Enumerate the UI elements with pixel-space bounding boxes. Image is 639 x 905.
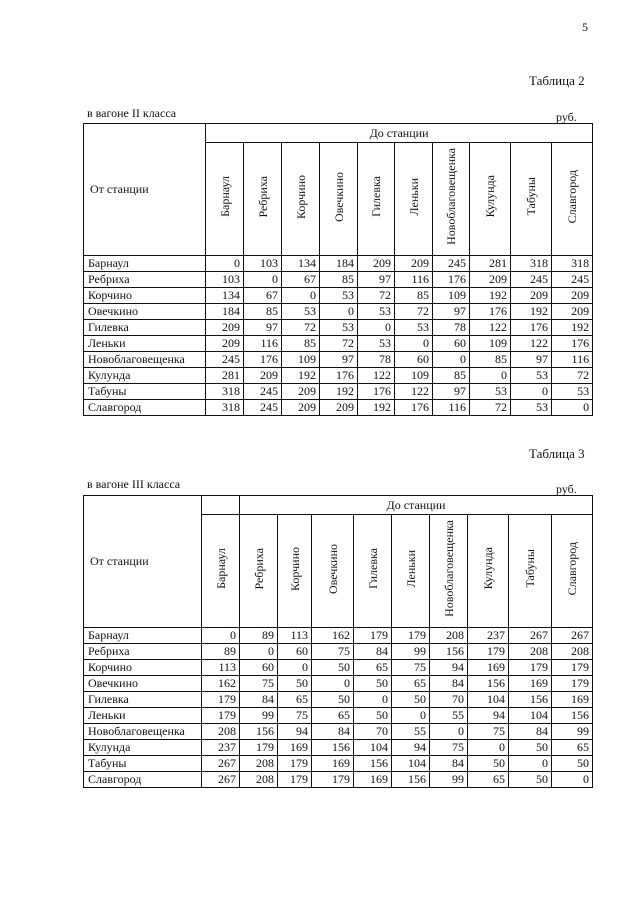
fare-cell: 103 [206,272,244,288]
fare-cell: 72 [395,304,433,320]
column-station-name: Гилевка [369,176,383,217]
from-station-header: От станции [84,124,206,256]
fare-cell: 122 [511,336,552,352]
column-station-name: Славгород [565,541,579,596]
fare-cell: 156 [354,756,392,772]
fare-cell: 116 [552,352,593,368]
fare-cell: 75 [430,740,468,756]
table-row [84,320,593,336]
fare-cell: 65 [278,692,312,708]
fare-cell: 84 [240,692,278,708]
fare-cell: 0 [282,288,320,304]
fare-cell: 0 [354,692,392,708]
row-station-name: Табуны [84,384,206,400]
fare-cell: 85 [433,368,470,384]
fare-cell: 208 [430,628,468,644]
column-station-name: Барнаул [217,176,232,217]
table-row [84,304,593,320]
fare-cell: 209 [206,320,244,336]
fare-cell: 97 [244,320,282,336]
fare-cell: 209 [395,256,433,272]
fare-cell: 169 [552,692,593,708]
fare-cell: 209 [470,272,511,288]
fare-cell: 179 [552,676,593,692]
column-station-name: Табуны [523,549,537,588]
fare-cell: 94 [392,740,430,756]
table-row [84,676,593,692]
fare-cell: 116 [244,336,282,352]
table-3-caption: Таблица 3 [529,446,585,461]
column-header-2 [240,515,278,628]
fare-cell: 0 [433,352,470,368]
column-station-name: Леньки [403,549,418,588]
fare-cell: 179 [552,660,593,676]
fare-cell: 75 [468,724,509,740]
fare-cell: 89 [240,628,278,644]
fare-cell: 0 [202,628,240,644]
fare-cell: 50 [468,756,509,772]
fare-cell: 176 [470,304,511,320]
fare-cell: 192 [470,288,511,304]
fare-cell: 60 [240,660,278,676]
fare-cell: 245 [244,400,282,416]
fare-cell: 176 [433,272,470,288]
fare-cell: 192 [320,384,358,400]
table-row [84,288,593,304]
table-row [84,400,593,416]
fare-cell: 156 [240,724,278,740]
fare-cell: 109 [282,352,320,368]
fare-cell: 103 [244,256,282,272]
fare-table-2nd-class [83,123,593,416]
fare-cell: 169 [354,772,392,788]
fare-cell: 267 [202,772,240,788]
fare-cell: 179 [278,756,312,772]
fare-cell: 97 [433,304,470,320]
fare-cell: 245 [552,272,593,288]
column-header-4 [320,143,358,256]
fare-cell: 50 [278,676,312,692]
fare-cell: 50 [392,692,430,708]
fare-cell: 0 [392,708,430,724]
fare-cell: 0 [552,772,593,788]
fare-cell: 179 [202,708,240,724]
row-station-name: Гилевка [84,320,206,336]
row-station-name: Славгород [84,772,202,788]
fare-cell: 75 [392,660,430,676]
fare-cell: 0 [278,660,312,676]
fare-cell: 169 [509,676,552,692]
fare-cell: 156 [392,772,430,788]
fare-cell: 85 [282,336,320,352]
fare-cell: 0 [470,368,511,384]
column-station-name: Кулунда [483,175,497,218]
fare-cell: 209 [552,288,593,304]
fare-cell: 208 [240,756,278,772]
fare-cell: 53 [358,336,395,352]
fare-cell: 55 [392,724,430,740]
fare-cell: 209 [244,368,282,384]
fare-cell: 85 [395,288,433,304]
fare-cell: 245 [244,384,282,400]
row-station-name: Ребриха [84,644,202,660]
fare-cell: 53 [358,304,395,320]
fare-cell: 208 [240,772,278,788]
page-number: 5 [582,20,588,34]
fare-cell: 104 [354,740,392,756]
table-row [84,352,593,368]
fare-cell: 122 [395,384,433,400]
fare-cell: 162 [312,628,354,644]
column-station-name: Новоблаговещенка [444,148,458,245]
fare-cell: 122 [358,368,395,384]
fare-cell: 318 [206,384,244,400]
fare-cell: 72 [552,368,593,384]
fare-cell: 267 [509,628,552,644]
fare-cell: 72 [282,320,320,336]
table-row [84,384,593,400]
table-row [84,692,593,708]
fare-cell: 176 [358,384,395,400]
fare-cell: 94 [468,708,509,724]
column-header-8 [470,143,511,256]
fare-cell: 85 [244,304,282,320]
table-2-class-label: в вагоне II класса [87,106,177,120]
fare-cell: 318 [511,256,552,272]
column-header-5 [354,515,392,628]
column-header-7 [433,143,470,256]
fare-cell: 208 [509,644,552,660]
column-header-7 [430,515,468,628]
fare-cell: 94 [278,724,312,740]
fare-cell: 53 [395,320,433,336]
fare-cell: 75 [240,676,278,692]
column-header-4 [312,515,354,628]
fare-cell: 109 [470,336,511,352]
fare-cell: 67 [244,288,282,304]
fare-cell: 176 [320,368,358,384]
fare-cell: 97 [511,352,552,368]
fare-cell: 156 [509,692,552,708]
row-station-name: Табуны [84,756,202,772]
fare-cell: 78 [358,352,395,368]
fare-cell: 104 [392,756,430,772]
fare-cell: 50 [312,692,354,708]
fare-cell: 237 [468,628,509,644]
fare-cell: 209 [358,256,395,272]
row-station-name: Новоблаговещенка [84,352,206,368]
fare-cell: 209 [282,384,320,400]
fare-cell: 53 [320,288,358,304]
column-header-6 [395,143,433,256]
fare-cell: 267 [202,756,240,772]
row-station-name: Гилевка [84,692,202,708]
fare-cell: 55 [430,708,468,724]
fare-cell: 99 [392,644,430,660]
table-row [84,740,593,756]
column-header-6 [392,515,430,628]
fare-cell: 84 [430,676,468,692]
table-row [84,756,593,772]
fare-cell: 169 [278,740,312,756]
fare-cell: 97 [433,384,470,400]
fare-cell: 0 [206,256,244,272]
to-station-header: До станции [206,124,593,143]
fare-cell: 0 [509,756,552,772]
table-row [84,660,593,676]
fare-cell: 209 [206,336,244,352]
row-station-name: Корчино [84,288,206,304]
fare-cell: 156 [468,676,509,692]
table-row [84,256,593,272]
row-station-name: Овечкино [84,304,206,320]
fare-cell: 99 [430,772,468,788]
fare-cell: 65 [552,740,593,756]
fare-cell: 97 [358,272,395,288]
column-station-name: Табуны [524,177,538,216]
fare-cell: 85 [470,352,511,368]
row-station-name: Барнаул [84,628,202,644]
table-row [84,628,593,644]
fare-cell: 209 [282,400,320,416]
fare-cell: 179 [392,628,430,644]
fare-cell: 176 [244,352,282,368]
row-station-name: Леньки [84,336,206,352]
column-station-name: Леньки [406,177,421,216]
fare-cell: 0 [430,724,468,740]
fare-cell: 104 [468,692,509,708]
fare-cell: 84 [509,724,552,740]
fare-cell: 65 [468,772,509,788]
fare-cell: 0 [468,740,509,756]
fare-cell: 94 [430,660,468,676]
fare-cell: 176 [511,320,552,336]
fare-cell: 50 [509,740,552,756]
fare-cell: 209 [552,304,593,320]
column-header-10 [552,143,593,256]
fare-cell: 176 [552,336,593,352]
column-header-5 [358,143,395,256]
column-station-name: Барнаул [213,548,228,589]
fare-cell: 0 [312,676,354,692]
fare-cell: 237 [202,740,240,756]
fare-cell: 84 [430,756,468,772]
fare-cell: 53 [552,384,593,400]
column-station-name: Овечкино [325,543,340,594]
row-station-name: Кулунда [84,368,206,384]
column-station-name: Гилевка [365,548,380,589]
column-header-8 [468,515,509,628]
fare-cell: 192 [282,368,320,384]
row-station-name: Ребриха [84,272,206,288]
fare-cell: 60 [395,352,433,368]
column-header-1 [206,143,244,256]
row-station-name: Славгород [84,400,206,416]
fare-cell: 169 [468,660,509,676]
fare-cell: 0 [244,272,282,288]
column-station-name: Новоблаговещенка [441,520,456,617]
table-row [84,724,593,740]
column-header-3 [278,515,312,628]
from-station-header: От станции [84,496,202,628]
column-header-1 [202,515,240,628]
fare-cell: 184 [206,304,244,320]
fare-cell: 208 [202,724,240,740]
fare-cell: 84 [354,644,392,660]
table-row [84,772,593,788]
fare-cell: 72 [358,288,395,304]
fare-cell: 65 [312,708,354,724]
fare-cell: 179 [509,660,552,676]
to-station-header: До станции [240,496,593,515]
table-row [84,708,593,724]
fare-cell: 245 [511,272,552,288]
fare-cell: 75 [312,644,354,660]
fare-cell: 245 [206,352,244,368]
fare-cell: 65 [354,660,392,676]
row-station-name: Овечкино [84,676,202,692]
fare-cell: 60 [433,336,470,352]
fare-cell: 67 [282,272,320,288]
fare-cell: 281 [206,368,244,384]
fare-cell: 192 [511,304,552,320]
fare-cell: 70 [430,692,468,708]
fare-cell: 162 [202,676,240,692]
fare-cell: 109 [395,368,433,384]
column-header-9 [511,143,552,256]
table-3-class-label: в вагоне III класса [87,477,181,491]
fare-cell: 50 [509,772,552,788]
fare-cell: 179 [354,628,392,644]
fare-cell: 50 [354,676,392,692]
fare-cell: 104 [509,708,552,724]
fare-cell: 53 [511,400,552,416]
fare-cell: 0 [511,384,552,400]
row-station-name: Корчино [84,660,202,676]
fare-cell: 50 [552,756,593,772]
fare-cell: 192 [552,320,593,336]
table-row [84,368,593,384]
fare-cell: 122 [470,320,511,336]
fare-cell: 179 [240,740,278,756]
fare-cell: 70 [354,724,392,740]
fare-cell: 0 [552,400,593,416]
fare-cell: 184 [320,256,358,272]
fare-cell: 99 [552,724,593,740]
fare-cell: 156 [552,708,593,724]
fare-cell: 97 [320,352,358,368]
fare-cell: 113 [278,628,312,644]
fare-table-3rd-class [83,495,593,788]
fare-cell: 192 [358,400,395,416]
fare-cell: 84 [312,724,354,740]
fare-cell: 209 [320,400,358,416]
fare-cell: 0 [395,336,433,352]
fare-cell: 318 [552,256,593,272]
fare-cell: 78 [433,320,470,336]
fare-cell: 116 [395,272,433,288]
table-3-currency: руб. [556,482,577,496]
fare-cell: 134 [282,256,320,272]
fare-cell: 156 [312,740,354,756]
column-header-3 [282,143,320,256]
fare-cell: 0 [358,320,395,336]
column-station-name: Ребриха [251,547,266,590]
column-station-name: Ребриха [255,175,270,218]
fare-cell: 134 [206,288,244,304]
fare-cell: 281 [470,256,511,272]
row-station-name: Барнаул [84,256,206,272]
fare-cell: 179 [278,772,312,788]
column-station-name: Кулунда [481,547,495,590]
table-row [84,644,593,660]
fare-cell: 65 [392,676,430,692]
fare-cell: 75 [278,708,312,724]
fare-cell: 53 [511,368,552,384]
fare-cell: 179 [312,772,354,788]
row-station-name: Кулунда [84,740,202,756]
column-station-name: Овечкино [331,171,346,222]
fare-cell: 109 [433,288,470,304]
fare-cell: 209 [511,288,552,304]
fare-cell: 53 [320,320,358,336]
column-station-name: Корчино [293,174,308,219]
fare-cell: 72 [320,336,358,352]
fare-cell: 179 [468,644,509,660]
fare-cell: 89 [202,644,240,660]
fare-cell: 245 [433,256,470,272]
fare-cell: 50 [312,660,354,676]
table-2-caption: Таблица 2 [529,73,585,88]
column-header-10 [552,515,593,628]
fare-cell: 176 [395,400,433,416]
fare-cell: 318 [206,400,244,416]
table-row [84,272,593,288]
column-station-name: Славгород [565,169,580,224]
fare-cell: 156 [430,644,468,660]
fare-cell: 0 [240,644,278,660]
fare-cell: 208 [552,644,593,660]
fare-cell: 53 [282,304,320,320]
column-station-name: Корчино [287,546,302,591]
column-header-9 [509,515,552,628]
fare-cell: 72 [470,400,511,416]
fare-cell: 179 [202,692,240,708]
fare-cell: 99 [240,708,278,724]
table-row [84,336,593,352]
fare-cell: 53 [470,384,511,400]
fare-cell: 116 [433,400,470,416]
fare-cell: 60 [278,644,312,660]
fare-cell: 169 [312,756,354,772]
table-2-currency: руб. [556,110,577,124]
row-station-name: Новоблаговещенка [84,724,202,740]
fare-cell: 85 [320,272,358,288]
fare-cell: 0 [320,304,358,320]
column-header-2 [244,143,282,256]
fare-cell: 113 [202,660,240,676]
fare-cell: 267 [552,628,593,644]
row-station-name: Леньки [84,708,202,724]
fare-cell: 50 [354,708,392,724]
